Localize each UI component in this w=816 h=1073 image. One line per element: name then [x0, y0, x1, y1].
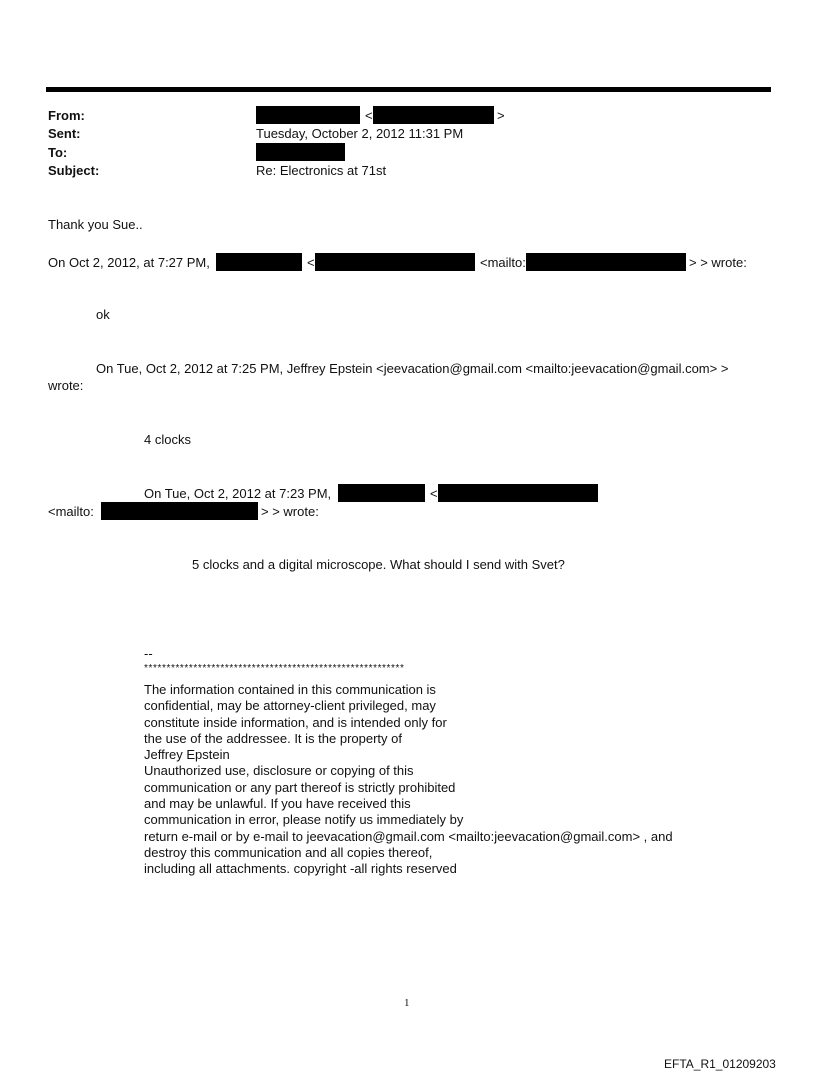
disclaimer-line: the use of the addressee. It is the property of — [144, 730, 402, 746]
reply-ok: ok — [96, 307, 110, 322]
disclaimer-line: and may be unlawful. If you have received this — [144, 796, 411, 812]
redaction-quote1-email — [315, 253, 475, 271]
redaction-sender-name — [256, 106, 360, 124]
redaction-quote3-email — [438, 484, 598, 502]
header-rule — [46, 87, 771, 92]
quote1-lt: < — [307, 255, 315, 270]
original-message: 5 clocks and a digital microscope. What should I send with Svet? — [192, 557, 565, 572]
reply-clocks: 4 clocks — [144, 432, 191, 447]
subject-value: Re: Electronics at 71st — [256, 163, 387, 178]
page-number: 1 — [404, 997, 410, 1009]
sent-value: Tuesday, October 2, 2012 11:31 PM — [256, 126, 464, 141]
quote1-suffix: > > wrote: — [689, 255, 747, 270]
from-lt: < — [365, 108, 373, 123]
quote2-line2: wrote: — [48, 378, 84, 393]
redaction-quote1-mailto — [526, 253, 686, 271]
quote3-suffix: > > wrote: — [261, 504, 319, 519]
redaction-recipient — [256, 143, 345, 161]
sent-label: Sent: — [48, 126, 81, 141]
disclaimer-line: communication in error, please notify us immediately by — [144, 812, 464, 828]
quote1-mailto: <mailto: — [480, 255, 526, 270]
disclaimer-line: destroy this communication and all copies thereof, — [144, 844, 433, 860]
disclaimer-line: The information contained in this communication is — [144, 682, 436, 697]
greeting: Thank you Sue.. — [48, 217, 143, 232]
disclaimer-line: constitute inside information, and is intended only for — [144, 714, 447, 730]
signature-stars: ********************************************************** — [144, 663, 405, 674]
disclaimer-line: Jeffrey Epstein — [144, 747, 230, 763]
disclaimer-block — [144, 682, 673, 878]
disclaimer-line: return e-mail or by e-mail to jeevacation@gmail.com <mailto:jeevacation@gmail.com> , and — [144, 828, 673, 844]
disclaimer-line: Unauthorized use, disclosure or copying of this — [144, 763, 414, 779]
redaction-quote3-mailto — [101, 502, 258, 520]
signature-dashes: -- — [144, 646, 153, 661]
redaction-quote3-name — [338, 484, 425, 502]
quote3-mailto: <mailto: — [48, 504, 94, 519]
quote1-prefix: On Oct 2, 2012, at 7:27 PM, — [48, 255, 210, 270]
from-gt: > — [497, 108, 505, 123]
quote2-line1: On Tue, Oct 2, 2012 at 7:25 PM, Jeffrey Epstein <jeevacation@gmail.com <mailto:jeevacation@gmail.com> > — [96, 361, 729, 376]
from-label: From: — [48, 108, 85, 123]
redaction-sender-email — [373, 106, 494, 124]
disclaimer-line: communication or any part thereof is strictly prohibited — [144, 779, 456, 795]
document-id: EFTA_R1_01209203 — [664, 1057, 776, 1071]
disclaimer-line: confidential, may be attorney-client privileged, may — [144, 698, 436, 714]
subject-label: Subject: — [48, 163, 100, 178]
quote3-prefix: On Tue, Oct 2, 2012 at 7:23 PM, — [144, 486, 332, 501]
to-label: To: — [48, 145, 68, 160]
disclaimer-line: including all attachments. copyright -all rights reserved — [144, 861, 457, 877]
redaction-quote1-name — [216, 253, 302, 271]
quote3-lt: < — [430, 486, 438, 501]
